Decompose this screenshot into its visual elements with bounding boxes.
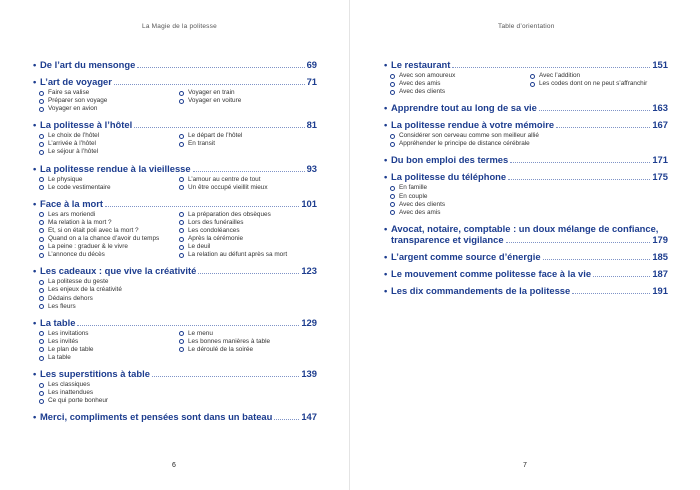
subsection-item[interactable]: Le déroulé de la soirée	[179, 346, 319, 354]
subsection-item[interactable]: Avec des amis	[390, 80, 530, 88]
chapter-title[interactable]: De l’art du mensonge	[40, 59, 136, 70]
toc-entry[interactable]: • La table 129 Les invitations Le menu Les invités Les bonnes manières à table Le plan de table Le déroulé de la soirée La table	[33, 316, 317, 361]
subsection-item[interactable]: Le menu	[179, 330, 319, 338]
subsection-item[interactable]: Le plan de table	[39, 346, 179, 354]
running-head: Table d’orientation	[498, 23, 555, 30]
subsection-item[interactable]: Le deuil	[179, 243, 319, 251]
subsection-item[interactable]: L’annonce du décès	[39, 251, 179, 259]
chapter-page: 71	[306, 76, 317, 87]
chapter-title[interactable]: L’art de voyager	[40, 76, 112, 87]
toc-entry[interactable]: • Du bon emploi des termes 171	[384, 154, 668, 166]
toc-entry[interactable]: • L’argent comme source d’énergie 185	[384, 250, 668, 262]
chapter-title[interactable]: Le restaurant	[391, 59, 451, 70]
subsection-item[interactable]: Les classiques	[39, 381, 317, 389]
subsection-item[interactable]: Les fleurs	[39, 303, 317, 311]
chapter-title[interactable]: Apprendre tout au long de sa vie	[391, 102, 537, 114]
subsection-item[interactable]: L’arrivée à l’hôtel	[39, 140, 179, 148]
toc-entry[interactable]: • La politesse à l’hôtel 81 Le choix de l’hôtel Le départ de l’hôtel L’arrivée à l’hôtel En transit Le séjour à l’hôtel	[33, 119, 317, 156]
subsection-item[interactable]: Dédains dehors	[39, 295, 317, 303]
subsection-item[interactable]: Avec des clients	[390, 201, 668, 209]
toc-entry[interactable]: • Le mouvement comme politesse face à la vie 187	[384, 267, 668, 279]
subsection-item[interactable]: Avec des amis	[390, 209, 668, 217]
chapter-title[interactable]: Merci, compliments et pensées sont dans un bateau	[40, 411, 273, 423]
chapter-page: 81	[306, 119, 317, 131]
subsection-item[interactable]: L’amour au centre de tout	[179, 176, 319, 184]
page-number: 6	[172, 462, 176, 469]
subsection-item[interactable]: Les ars moriendi	[39, 211, 179, 219]
subsection-item[interactable]: Avec l’addition	[530, 72, 670, 80]
right-page	[350, 0, 700, 490]
subsection-item[interactable]: Les inattendues	[39, 389, 317, 397]
chapter-title[interactable]: La politesse rendue à votre mémoire	[391, 119, 555, 131]
chapter-title[interactable]: Les dix commandements de la politesse	[391, 284, 571, 296]
chapter-title[interactable]: Du bon emploi des termes	[391, 154, 509, 166]
chapter-title[interactable]: L’argent comme source d’énergie	[391, 250, 541, 262]
chapter-page: 171	[652, 154, 668, 166]
subsection-item[interactable]: En famille	[390, 184, 668, 192]
chapter-title[interactable]: Les cadeaux : que vive la créativité	[40, 265, 197, 277]
subsection-item[interactable]: Appréhender le principe de distance cérébrale	[390, 140, 668, 148]
subsection-item[interactable]: Voyager en voiture	[179, 97, 319, 105]
subsection-item[interactable]: Le départ de l’hôtel	[179, 132, 319, 140]
running-head: La Magie de la politesse	[142, 23, 217, 30]
subsection-item[interactable]: Faire sa valise	[39, 89, 179, 97]
subsection-item[interactable]: La table	[39, 354, 179, 362]
subsection-item[interactable]: Voyager en avion	[39, 105, 179, 113]
toc-entry[interactable]: • Apprendre tout au long de sa vie 163	[384, 102, 668, 114]
chapter-title[interactable]: Les superstitions à table	[40, 368, 150, 380]
chapter-title[interactable]: La politesse à l’hôtel	[40, 119, 133, 131]
toc-entry[interactable]: • Avocat, notaire, comptable : un doux mélange de confiance, transparence et vigilance 179	[384, 222, 668, 245]
subsection-item[interactable]: En couple	[390, 193, 668, 201]
chapter-title[interactable]: La table	[40, 316, 76, 328]
subsection-item[interactable]: Les enjeux de la créativité	[39, 286, 317, 294]
chapter-title[interactable]: Le mouvement comme politesse face à la vie	[391, 267, 592, 279]
chapter-page: 123	[301, 265, 317, 277]
chapter-title[interactable]: La politesse du téléphone	[391, 171, 507, 183]
subsection-item[interactable]: Et, si on était poli avec la mort ?	[39, 227, 179, 235]
toc-entry[interactable]: • Face à la mort 101 Les ars moriendi La préparation des obsèques Ma relation à la mort ? Lors des funérailles Et, si on était poli avec la mort ? Les condoléances Quand on a la chance d’avoir du temps Après la cérémonie La peine : graduer & le vivre Le deuil L’annonce du décès La relation au défunt après sa mort	[33, 197, 317, 259]
subsection-item[interactable]: Après la cérémonie	[179, 235, 319, 243]
toc-entry[interactable]: • Les superstitions à table 139 Les classiques Les inattendues Ce qui porte bonheur	[33, 368, 317, 405]
subsection-item[interactable]: Les codes dont on ne peut s’affranchir	[530, 80, 670, 88]
subsection-item[interactable]: Avec des clients	[390, 88, 530, 96]
chapter-page: 187	[652, 267, 668, 279]
subsection-item[interactable]: Les condoléances	[179, 227, 319, 235]
subsection-item[interactable]: Préparer son voyage	[39, 97, 179, 105]
subsection-item[interactable]: Le choix de l’hôtel	[39, 132, 179, 140]
chapter-page: 191	[652, 284, 668, 296]
toc-entry[interactable]: • La politesse du téléphone 175 En famille En couple Avec des clients Avec des amis	[384, 171, 668, 216]
subsection-item[interactable]: Quand on a la chance d’avoir du temps	[39, 235, 179, 243]
toc-entry[interactable]: • L’art de voyager 71 Faire sa valise Voyager en train Préparer son voyage Voyager en voiture Voyager en avion	[33, 76, 317, 113]
subsection-item[interactable]: La préparation des obsèques	[179, 211, 319, 219]
subsection-item[interactable]: La relation au défunt après sa mort	[179, 251, 319, 259]
chapter-page: 185	[652, 250, 668, 262]
chapter-page: 69	[306, 59, 317, 70]
subsection-item[interactable]: Considérer son cerveau comme son meilleur allié	[390, 132, 668, 140]
toc-list	[384, 59, 668, 302]
chapter-page: 139	[301, 368, 317, 380]
subsection-item[interactable]: Le code vestimentaire	[39, 184, 179, 192]
subsection-item[interactable]: Les invités	[39, 338, 179, 346]
chapter-title[interactable]: La politesse rendue à la vieillesse	[40, 162, 191, 174]
toc-entry[interactable]: • La politesse rendue à votre mémoire 167 Considérer son cerveau comme son meilleur allié Appréhender le principe de distance cérébrale	[384, 119, 668, 148]
toc-entry[interactable]: • Les cadeaux : que vive la créativité 123 La politesse du geste Les enjeux de la créativité Dédains dehors Les fleurs	[33, 265, 317, 310]
chapter-title[interactable]: Face à la mort	[40, 197, 104, 209]
toc-entry[interactable]: • Les dix commandements de la politesse 191	[384, 284, 668, 296]
chapter-page: 101	[301, 197, 317, 209]
subsection-item[interactable]: La peine : graduer & le vivre	[39, 243, 179, 251]
toc-entry[interactable]: • De l’art du mensonge 69	[33, 59, 317, 70]
chapter-page: 151	[652, 59, 668, 70]
subsection-item[interactable]: Un être occupé vieillit mieux	[179, 184, 319, 192]
subsection-item[interactable]: Ma relation à la mort ?	[39, 219, 179, 227]
chapter-title-line1[interactable]: Avocat, notaire, comptable : un doux mélange de confiance,	[391, 222, 659, 234]
chapter-page: 147	[301, 411, 317, 423]
chapter-page: 93	[306, 162, 317, 174]
subsection-item[interactable]: Lors des funérailles	[179, 219, 319, 227]
subsection-item[interactable]: La politesse du geste	[39, 278, 317, 286]
subsection-item[interactable]: Le physique	[39, 176, 179, 184]
chapter-page: 129	[301, 316, 317, 328]
subsection-item[interactable]: Ce qui porte bonheur	[39, 397, 317, 405]
subsection-item[interactable]: Voyager en train	[179, 89, 319, 97]
subsection-item[interactable]: En transit	[179, 140, 319, 148]
chapter-page: 167	[652, 119, 668, 131]
toc-list	[33, 59, 317, 428]
page-number: 7	[523, 462, 527, 469]
chapter-page: 163	[652, 102, 668, 114]
subsection-item[interactable]: Les invitations	[39, 330, 179, 338]
subsection-item[interactable]: Les bonnes manières à table	[179, 338, 319, 346]
toc-entry[interactable]: • Le restaurant 151 Avec son amoureux Avec l’addition Avec des amis Les codes dont on ne peut s’affranchir Avec des clients	[384, 59, 668, 96]
chapter-title-line2[interactable]: transparence et vigilance	[391, 233, 504, 245]
chapter-page: 179	[652, 233, 668, 245]
toc-entry[interactable]: • Merci, compliments et pensées sont dans un bateau 147	[33, 411, 317, 423]
toc-entry[interactable]: • La politesse rendue à la vieillesse 93 Le physique L’amour au centre de tout Le code vestimentaire Un être occupé vieillit mieux	[33, 162, 317, 191]
chapter-page: 175	[652, 171, 668, 183]
subsection-item[interactable]: Avec son amoureux	[390, 72, 530, 80]
subsection-item[interactable]: Le séjour à l’hôtel	[39, 148, 179, 156]
